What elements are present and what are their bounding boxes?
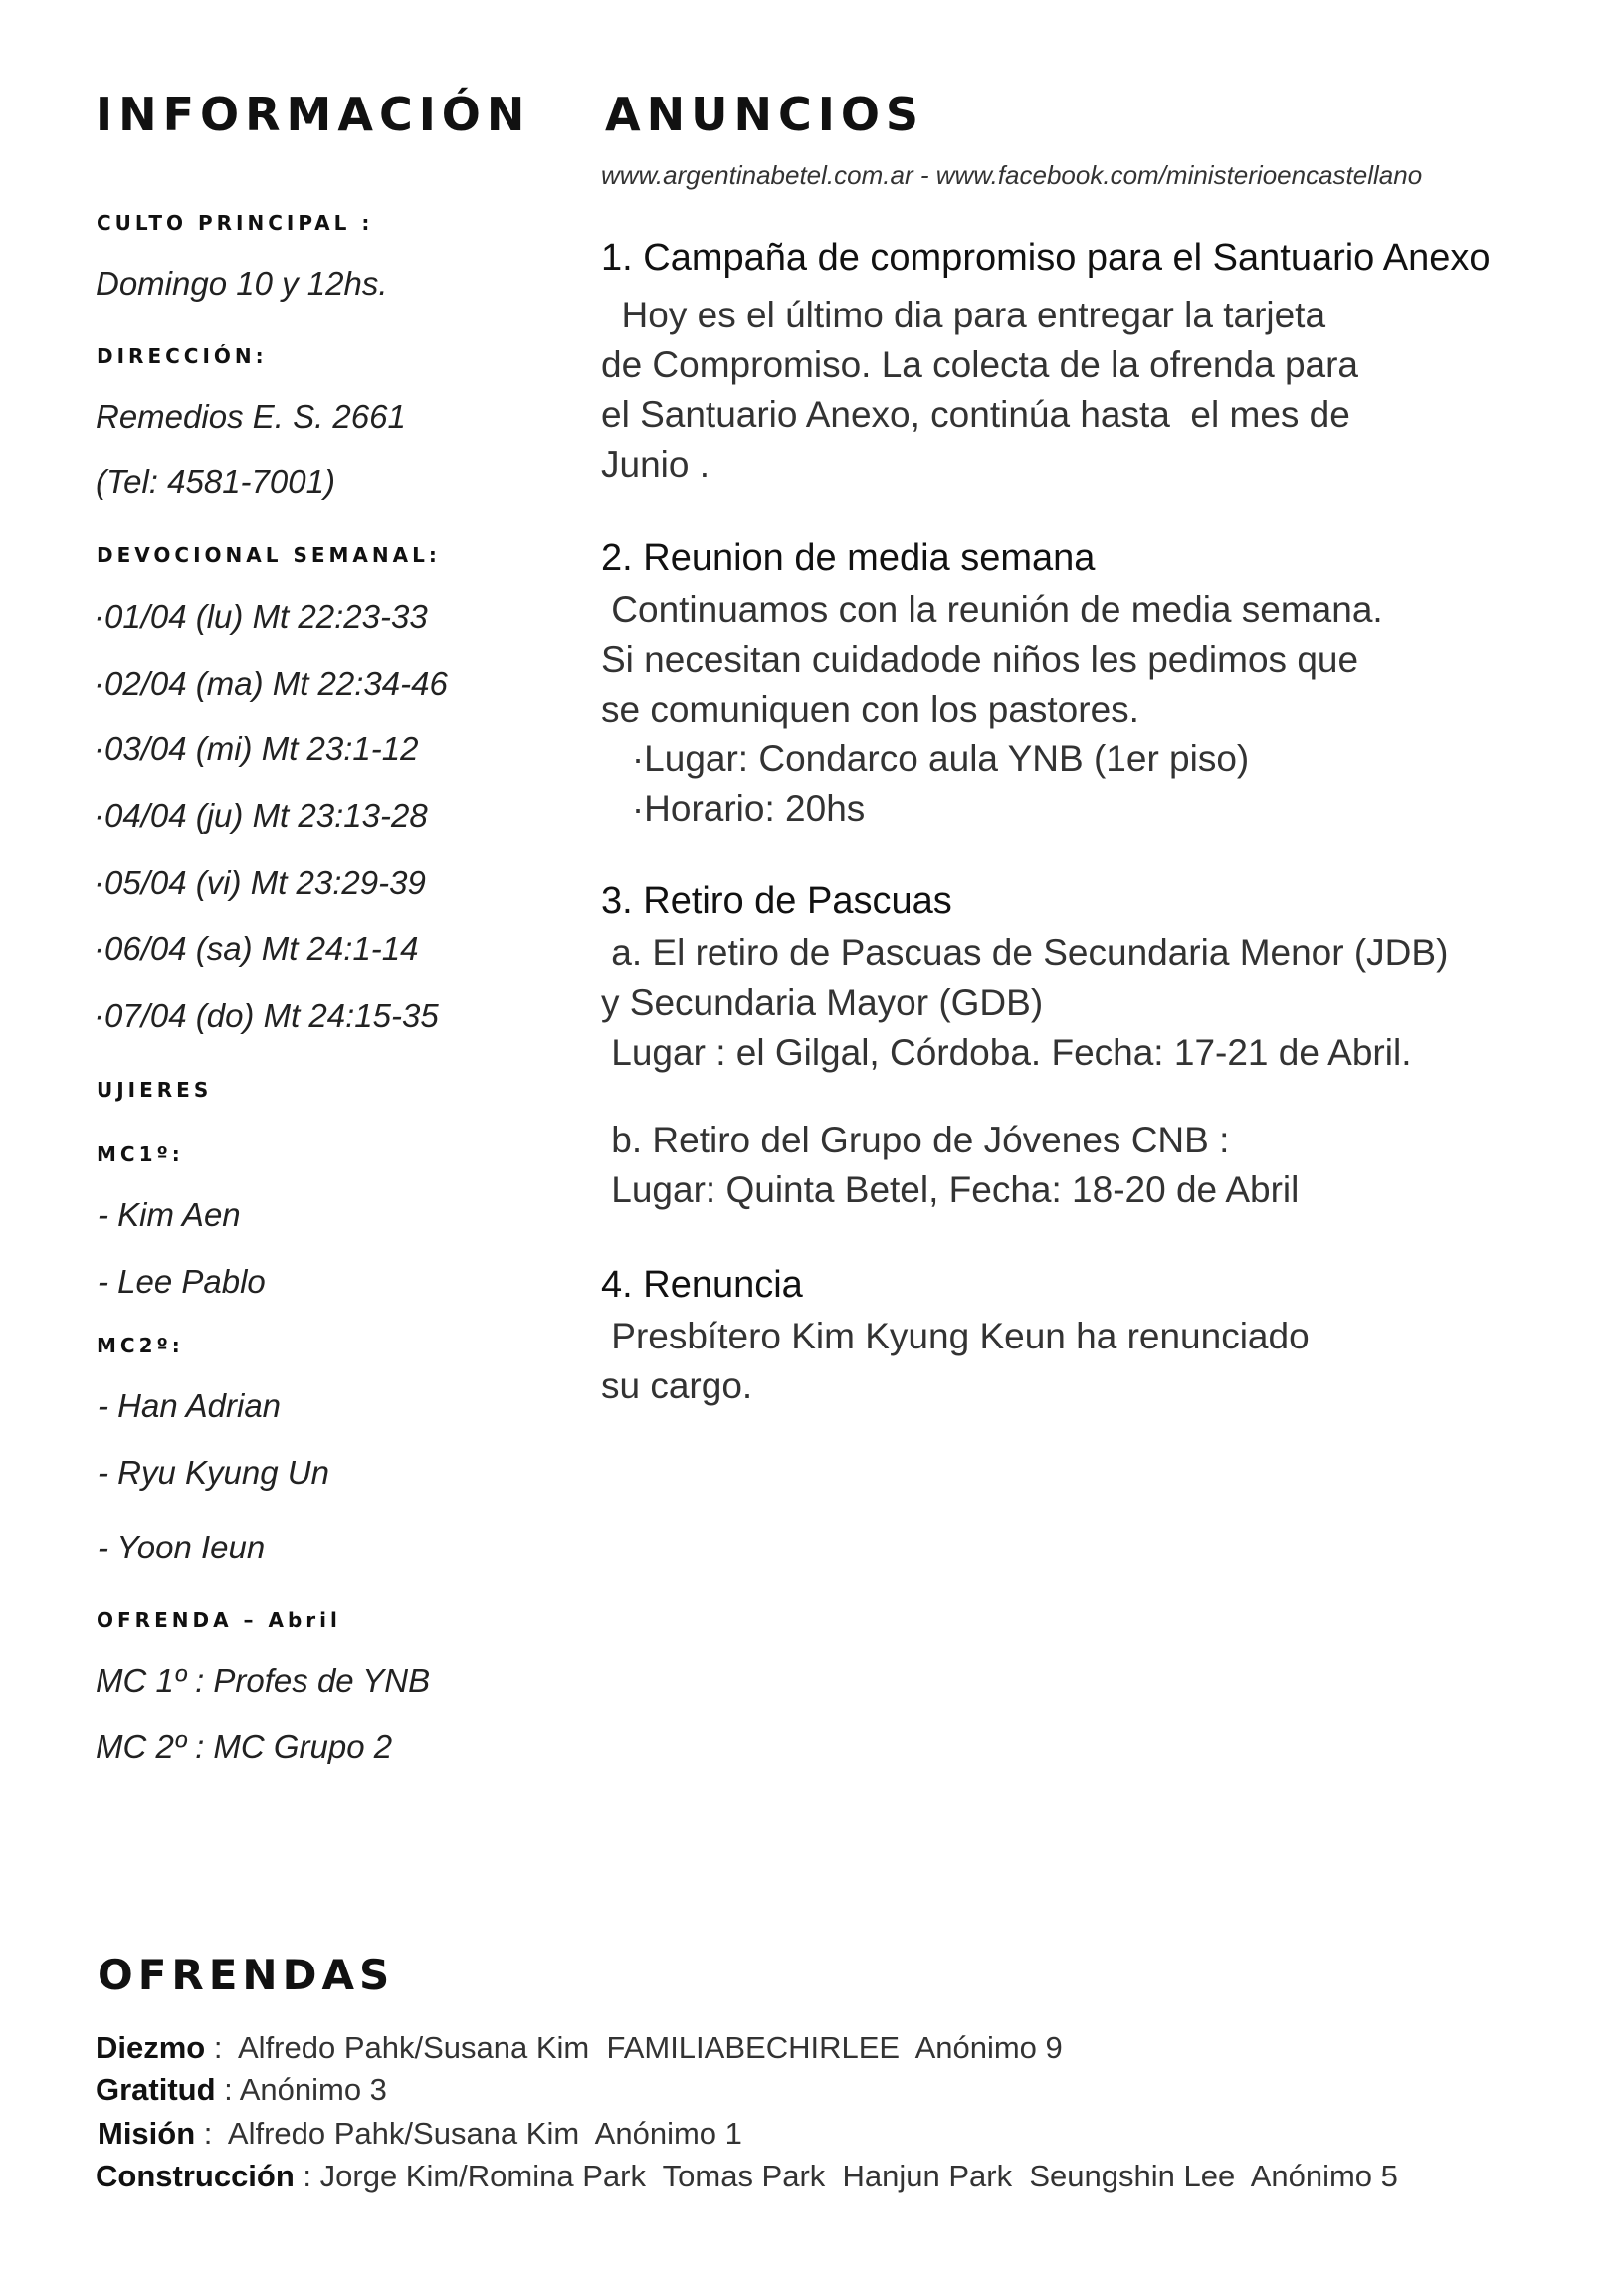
anuncio-line: ·Lugar: Condarco aula YNB (1er piso): [601, 738, 1250, 779]
anuncios-url[interactable]: www.argentinabetel.com.ar - www.facebook.com/ministerioencastellano: [601, 160, 1423, 190]
anuncios-heading: ANUNCIOS: [605, 88, 925, 141]
anuncio-line: Si necesitan cuidadode niños les pedimos que: [601, 639, 1359, 680]
mc2-member: - Han Adrian: [98, 1387, 282, 1424]
anuncio-line: a. El retiro de Pascuas de Secundaria Menor (JDB): [601, 932, 1449, 973]
anuncio-line: Lugar : el Gilgal, Córdoba. Fecha: 17-21 de Abril.: [601, 1032, 1412, 1073]
anuncio-line: Continuamos con la reunión de media semana.: [601, 589, 1383, 630]
anuncio-line: [601, 1078, 1448, 1116]
direccion-line2: (Tel: 4581-7001): [96, 463, 335, 500]
ofrenda-row: [96, 2159, 1398, 2194]
mc2-member: - Yoon Ieun: [98, 1529, 266, 1565]
ofrenda-row-value: Jorge Kim/Romina Park Tomas Park Hanjun Park Seungshin Lee Anónimo 5: [319, 2159, 1398, 2193]
devocional-item: ·06/04 (sa) Mt 24:1-14: [94, 931, 419, 967]
ofrenda-row-value: Anónimo 3: [239, 2072, 387, 2107]
mc1-member: - Kim Aen: [98, 1196, 241, 1233]
anuncio-body: [601, 929, 1448, 1215]
mc1-label: MC1º:: [97, 1142, 184, 1166]
devocional-label: DEVOCIONAL SEMANAL:: [97, 543, 441, 567]
anuncio-line: Hoy es el último dia para entregar la tarjeta: [601, 295, 1326, 335]
anuncio-title: 1. Campaña de compromiso para el Santuario Anexo: [601, 237, 1491, 279]
direccion-line1: Remedios E. S. 2661: [96, 398, 406, 435]
devocional-item: ·07/04 (do) Mt 24:15-35: [94, 997, 439, 1034]
anuncio-line: y Secundaria Mayor (GDB): [601, 982, 1044, 1023]
ofrenda-row-key: Misión: [98, 2116, 196, 2151]
ofrenda-row: [98, 2116, 742, 2152]
ofrenda-row-sep: :: [205, 2030, 238, 2065]
ofrenda-row-sep: :: [215, 2072, 240, 2107]
devocional-item: ·02/04 (ma) Mt 22:34-46: [94, 665, 448, 702]
anuncio-body: [601, 585, 1383, 834]
anuncio-line: Junio .: [601, 444, 710, 485]
anuncio-line: de Compromiso. La colecta de la ofrenda para: [601, 344, 1358, 385]
devocional-item: ·05/04 (vi) Mt 23:29-39: [94, 864, 426, 901]
ofrenda-row-sep: :: [195, 2116, 228, 2151]
ofrenda-row-value: Alfredo Pahk/Susana Kim Anónimo 1: [227, 2116, 742, 2151]
ofrenda-row-value: Alfredo Pahk/Susana Kim FAMILIABECHIRLEE Anónimo 9: [238, 2030, 1063, 2065]
ofrenda-row-sep: :: [294, 2159, 320, 2193]
anuncio-line: su cargo.: [601, 1365, 753, 1406]
mc1-member: - Lee Pablo: [98, 1263, 266, 1300]
culto-value: Domingo 10 y 12hs.: [96, 265, 388, 302]
anuncio-line: Lugar: Quinta Betel, Fecha: 18-20 de Abril: [601, 1169, 1300, 1210]
ofrenda-item: MC 2º : MC Grupo 2: [96, 1728, 393, 1764]
ofrenda-item: MC 1º : Profes de YNB: [96, 1662, 431, 1699]
ofrenda-row-key: Diezmo: [96, 2030, 206, 2065]
devocional-item: ·03/04 (mi) Mt 23:1-12: [94, 730, 419, 767]
ofrenda-row: [96, 2072, 387, 2108]
anuncio-title: 2. Reunion de media semana: [601, 537, 1096, 579]
mc2-member: - Ryu Kyung Un: [98, 1454, 329, 1491]
mc2-label: MC2º:: [97, 1334, 184, 1357]
direccion-label: DIRECCIÓN:: [97, 344, 268, 368]
ofrenda-row: [96, 2030, 1063, 2066]
ofrendas-heading: OFRENDAS: [98, 1951, 395, 1999]
info-heading: INFORMACIÓN: [96, 88, 531, 141]
anuncio-body: [601, 291, 1358, 490]
anuncio-title: 3. Retiro de Pascuas: [601, 880, 952, 922]
ujieres-label: UJIERES: [97, 1078, 213, 1102]
ofrenda-label: OFRENDA – Abril: [97, 1608, 341, 1632]
anuncio-line: Presbítero Kim Kyung Keun ha renunciado: [601, 1316, 1310, 1356]
culto-label: CULTO PRINCIPAL :: [97, 211, 374, 235]
anuncio-title: 4. Renuncia: [601, 1264, 803, 1306]
ofrenda-row-key: Construcción: [96, 2159, 295, 2193]
devocional-item: ·04/04 (ju) Mt 23:13-28: [94, 797, 428, 834]
anuncio-line: b. Retiro del Grupo de Jóvenes CNB :: [601, 1120, 1230, 1160]
anuncio-line: se comuniquen con los pastores.: [601, 689, 1139, 729]
devocional-item: ·01/04 (lu) Mt 22:23-33: [94, 598, 428, 635]
anuncio-body: [601, 1312, 1310, 1411]
ofrenda-row-key: Gratitud: [96, 2072, 216, 2107]
anuncio-line: ·Horario: 20hs: [601, 788, 866, 829]
anuncio-line: el Santuario Anexo, continúa hasta el mes de: [601, 394, 1350, 435]
